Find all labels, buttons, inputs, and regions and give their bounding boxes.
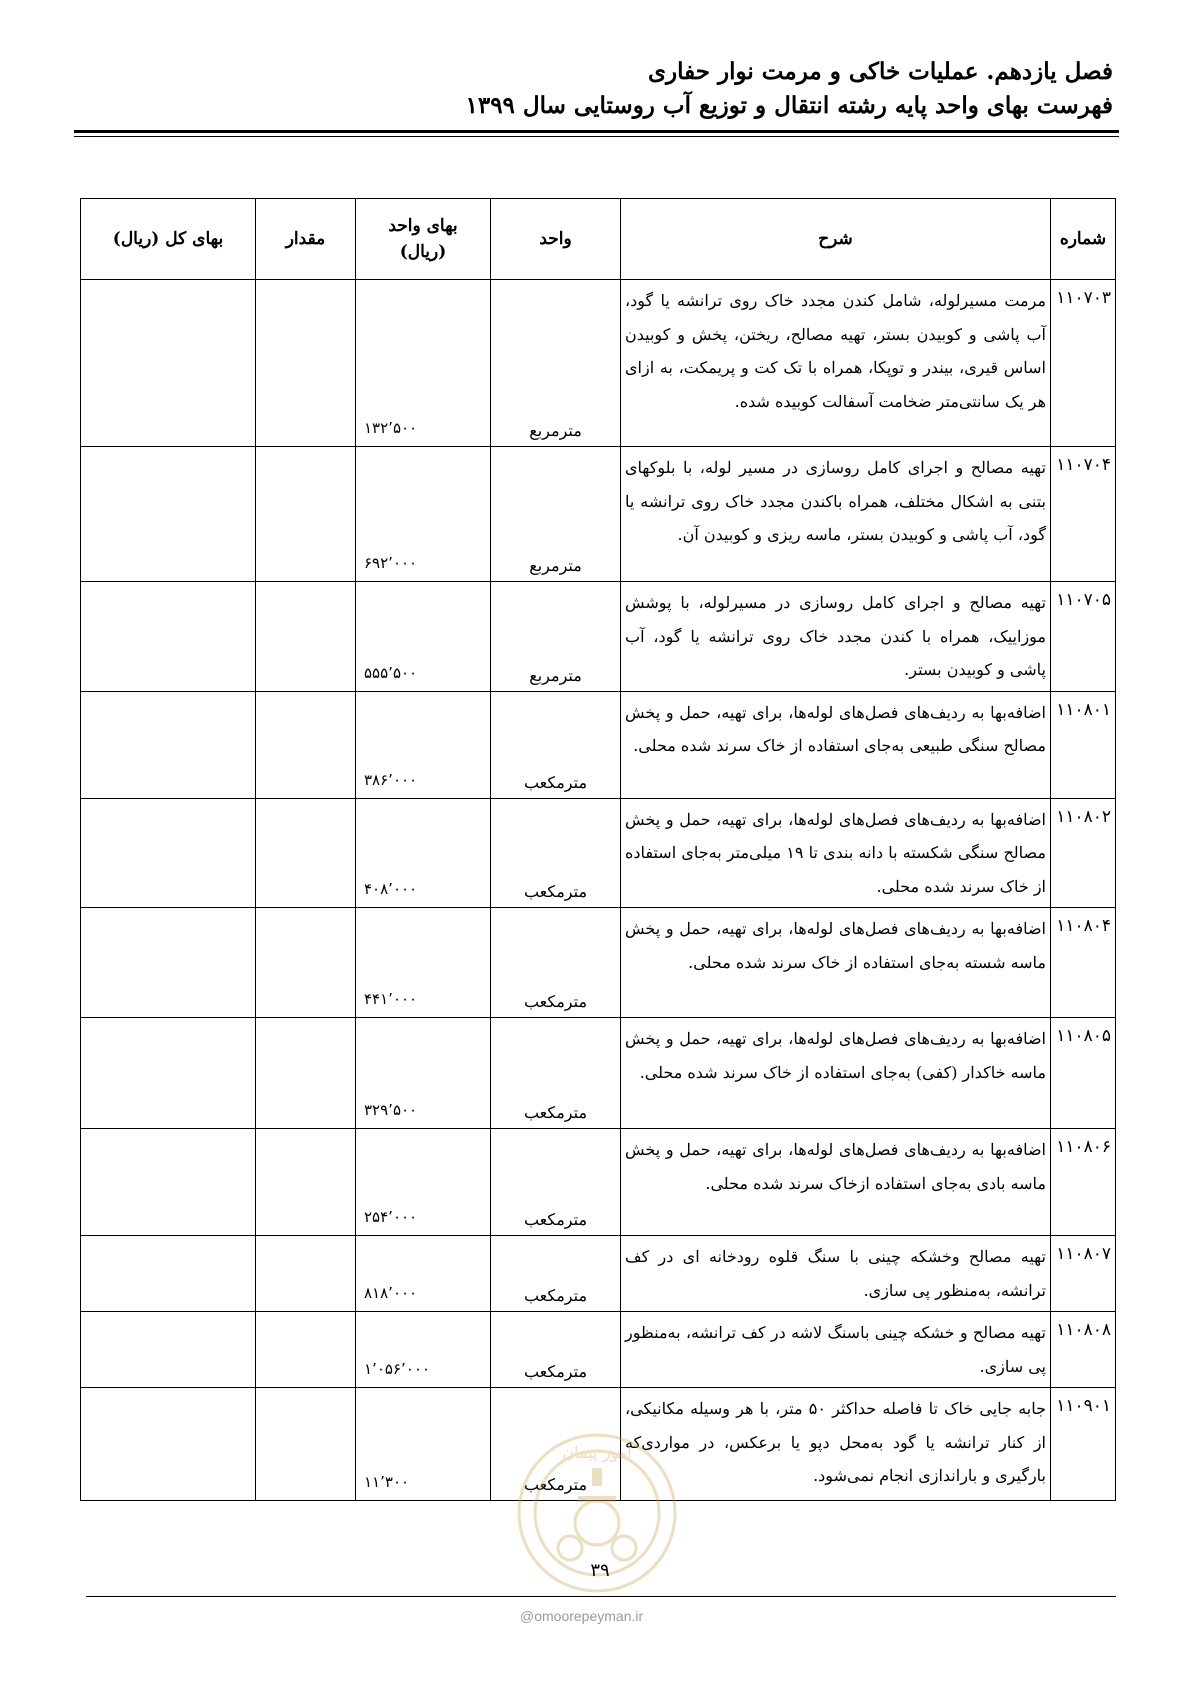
item-unit-price: ۲۵۴٬۰۰۰ xyxy=(356,1129,491,1236)
price-list-table xyxy=(80,198,1116,1501)
item-unit: مترمکعب xyxy=(491,1312,621,1388)
page-number: ۳۹ xyxy=(590,1560,610,1581)
item-quantity xyxy=(256,1388,356,1501)
item-code: ۱۱۰۸۰۴ xyxy=(1051,908,1116,1018)
item-total-price xyxy=(81,1312,256,1388)
item-unit: مترمکعب xyxy=(491,691,621,798)
table-row xyxy=(81,447,1116,582)
table-row xyxy=(81,1129,1116,1236)
item-unit: مترمکعب xyxy=(491,1018,621,1129)
table-row xyxy=(81,1018,1116,1129)
item-total-price xyxy=(81,798,256,908)
item-quantity xyxy=(256,447,356,582)
item-code: ۱۱۰۷۰۴ xyxy=(1051,447,1116,582)
item-description: تهیه مصالح وخشکه چینی با سنگ قلوه رودخانه ای در کف ترانشه، به‌منظور پی سازی. xyxy=(621,1236,1051,1312)
item-code: ۱۱۰۸۰۷ xyxy=(1051,1236,1116,1312)
header-unit: واحد xyxy=(491,199,621,280)
item-description: اضافه‌بها به ردیف‌های فصل‌های لوله‌ها، برای تهیه، حمل و پخش مصالح سنگی شکسته با دانه بندی تا ۱۹ میلی‌متر به‌جای استفاده از خاک سرند شده محلی. xyxy=(621,798,1051,908)
table-row xyxy=(81,582,1116,692)
item-code: ۱۱۰۸۰۲ xyxy=(1051,798,1116,908)
item-quantity xyxy=(256,798,356,908)
header-rule-thick xyxy=(74,130,1119,133)
header-code: شماره xyxy=(1051,199,1116,280)
item-description: اضافه‌بها به ردیف‌های فصل‌های لوله‌ها، برای تهیه، حمل و پخش مصالح سنگی طبیعی به‌جای استفاده از خاک سرند شده محلی. xyxy=(621,691,1051,798)
svg-text:امور پیمان: امور پیمان xyxy=(562,1443,632,1462)
header-quantity: مقدار xyxy=(256,199,356,280)
item-code: ۱۱۰۹۰۱ xyxy=(1051,1388,1116,1501)
page-header xyxy=(73,55,1113,123)
header-description: شرح xyxy=(621,199,1051,280)
item-code: ۱۱۰۸۰۵ xyxy=(1051,1018,1116,1129)
item-unit-price: ۳۲۹٬۵۰۰ xyxy=(356,1018,491,1129)
item-code: ۱۱۰۷۰۳ xyxy=(1051,280,1116,447)
item-code: ۱۱۰۷۰۵ xyxy=(1051,582,1116,692)
item-code: ۱۱۰۸۰۱ xyxy=(1051,691,1116,798)
item-total-price xyxy=(81,1018,256,1129)
chapter-title: فصل یازدهم. عملیات خاکی و مرمت نوار حفاری xyxy=(648,58,1113,85)
item-unit-price: ۵۵۵٬۵۰۰ xyxy=(356,582,491,692)
item-unit: مترمکعب xyxy=(491,908,621,1018)
item-description: اضافه‌بها به ردیف‌های فصل‌های لوله‌ها، برای تهیه، حمل و پخش ماسه شسته به‌جای استفاده از خاک سرند شده محلی. xyxy=(621,908,1051,1018)
table-row xyxy=(81,798,1116,908)
item-total-price xyxy=(81,1236,256,1312)
item-total-price xyxy=(81,280,256,447)
item-total-price xyxy=(81,1388,256,1501)
item-unit-price: ۱۳۲٬۵۰۰ xyxy=(356,280,491,447)
header-total-price: بهای کل (ریال) xyxy=(81,199,256,280)
item-unit: مترمکعب xyxy=(491,1129,621,1236)
item-description: اضافه‌بها به ردیف‌های فصل‌های لوله‌ها، برای تهیه، حمل و پخش ماسه خاکدار (کفی) به‌جای استفاده از خاک سرند شده محلی. xyxy=(621,1018,1051,1129)
item-quantity xyxy=(256,280,356,447)
table-row xyxy=(81,908,1116,1018)
item-unit-price: ۱۱٬۳۰۰ xyxy=(356,1388,491,1501)
footer-rule xyxy=(86,1596,1116,1597)
table-row xyxy=(81,691,1116,798)
item-code: ۱۱۰۸۰۶ xyxy=(1051,1129,1116,1236)
table-row xyxy=(81,1236,1116,1312)
item-total-price xyxy=(81,908,256,1018)
item-total-price xyxy=(81,691,256,798)
table-header-row xyxy=(81,199,1116,280)
table-row xyxy=(81,280,1116,447)
item-description: مرمت مسیرلوله، شامل کندن مجدد خاک روی ترانشه یا گود، آب پاشی و کوبیدن بستر، تهیه مصالح، ریختن، پخش و کوبیدن اساس قیری، بیندر و توپکا، همراه با تک کت و پریمکت، به ازای هر یک سانتی‌متر ضخامت آسفالت کوبیده شده. xyxy=(621,280,1051,447)
item-total-price xyxy=(81,582,256,692)
item-unit-price: ۳۸۶٬۰۰۰ xyxy=(356,691,491,798)
item-description: جابه جایی خاک تا فاصله حداکثر ۵۰ متر، با هر وسیله مکانیکی، از کنار ترانشه یا گود به‌محل دپو یا برعکس، در مواردی‌که بارگیری و باراندازی انجام نمی‌شود. xyxy=(621,1388,1051,1501)
header-rule-thin xyxy=(74,136,1119,137)
item-unit: مترمکعب xyxy=(491,1236,621,1312)
item-unit-price: ۴۴۱٬۰۰۰ xyxy=(356,908,491,1018)
item-description: تهیه مصالح و اجرای کامل روسازی در مسیر لوله، با بلوکهای بتنی به اشکال مختلف، همراه باکندن مجدد خاک روی ترانشه یا گود، آب پاشی و کوبیدن بستر، ماسه ریزی و کوبیدن آن. xyxy=(621,447,1051,582)
item-total-price xyxy=(81,447,256,582)
item-description: اضافه‌بها به ردیف‌های فصل‌های لوله‌ها، برای تهیه، حمل و پخش ماسه بادی به‌جای استفاده ازخاک سرند شده محلی. xyxy=(621,1129,1051,1236)
item-unit: مترمکعب xyxy=(491,798,621,908)
watermark-text: @omoorepeyman.ir xyxy=(520,1608,644,1624)
item-unit-price: ۴۰۸٬۰۰۰ xyxy=(356,798,491,908)
item-code: ۱۱۰۸۰۸ xyxy=(1051,1312,1116,1388)
header-unit-price: بهای واحد (ریال) xyxy=(356,199,491,280)
item-unit: مترمکعب xyxy=(491,1388,621,1501)
table-row xyxy=(81,1312,1116,1388)
item-unit-price: ۸۱۸٬۰۰۰ xyxy=(356,1236,491,1312)
item-quantity xyxy=(256,582,356,692)
item-unit: مترمربع xyxy=(491,280,621,447)
item-unit-price: ۶۹۲٬۰۰۰ xyxy=(356,447,491,582)
item-description: تهیه مصالح و خشکه چینی باسنگ لاشه در کف ترانشه، به‌منظور پی سازی. xyxy=(621,1312,1051,1388)
item-quantity xyxy=(256,908,356,1018)
item-unit: مترمربع xyxy=(491,582,621,692)
item-quantity xyxy=(256,1312,356,1388)
item-quantity xyxy=(256,1236,356,1312)
document-title: فهرست بهای واحد پایه رشته انتقال و توزیع آب روستایی سال ۱۳۹۹ xyxy=(465,92,1113,119)
item-quantity xyxy=(256,1018,356,1129)
item-total-price xyxy=(81,1129,256,1236)
item-unit: مترمربع xyxy=(491,447,621,582)
item-description: تهیه مصالح و اجرای کامل روسازی در مسیرلوله، با پوشش موزاییک، همراه با کندن مجدد خاک روی ترانشه یا گود، آب پاشی و کوبیدن بستر. xyxy=(621,582,1051,692)
item-unit-price: ۱٬۰۵۶٬۰۰۰ xyxy=(356,1312,491,1388)
item-quantity xyxy=(256,691,356,798)
item-quantity xyxy=(256,1129,356,1236)
